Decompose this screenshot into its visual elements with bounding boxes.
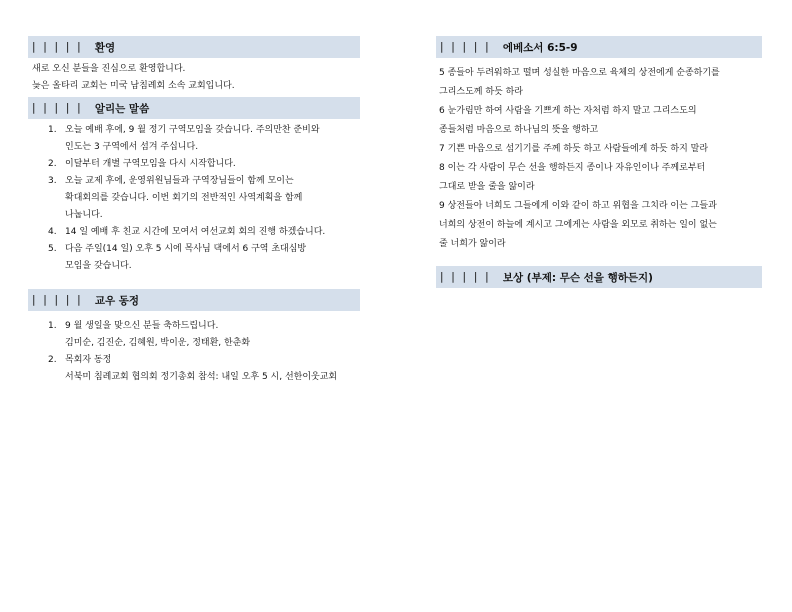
announcements-title: 알리는 말씀 <box>94 102 150 115</box>
list-number: 3. <box>48 176 57 186</box>
scripture-line: 7 기쁜 마음으로 섬기기를 주께 하듯 하고 사람들에게 하듯 하지 말라 <box>439 144 709 154</box>
scripture-line: 9 상전들아 너희도 그들에게 이와 같이 하고 위협을 그치라 이는 그들과 <box>439 201 717 211</box>
list-item-line: 모임을 갖습니다. <box>65 261 132 271</box>
scripture-line: 줄 너희가 앎이라 <box>439 239 506 249</box>
welcome-body <box>28 58 360 95</box>
scripture-line: 그리스도께 하듯 하라 <box>439 87 523 97</box>
list-item-line: 14 일 예배 후 친교 시간에 모여서 여선교회 회의 진행 하겠습니다. <box>65 227 326 237</box>
list-item-line: 확대회의를 갖습니다. 이번 회기의 전반적인 사역계획을 함께 <box>65 193 303 203</box>
list-item-line: 목회자 동정 <box>65 355 112 365</box>
members-title: 교우 동정 <box>94 294 140 307</box>
scripture-title: 에베소서 6:5-9 <box>502 41 578 54</box>
list-item-line: 이달부터 개별 구역모임을 다시 시작합니다. <box>65 159 236 169</box>
list-number: 1. <box>48 321 57 331</box>
welcome-header <box>28 36 360 58</box>
list-item-line: 오늘 교제 후에, 운영위원님들과 구역장님들이 함께 모이는 <box>65 176 294 186</box>
announcements-header <box>28 97 360 119</box>
list-item <box>28 173 360 224</box>
welcome-title: 환영 <box>94 41 116 54</box>
members-list <box>28 311 360 386</box>
header-bars-decoration: | | | | | <box>32 102 83 114</box>
list-number: 4. <box>48 227 57 237</box>
sermon-title: 보상 (부제: 무슨 선을 행하든지) <box>502 271 653 284</box>
welcome-line: 늦은 올타리 교회는 미국 남침례회 소속 교회입니다. <box>32 81 235 91</box>
list-item-line: 인도는 3 구역에서 섬겨 주십니다. <box>65 142 199 152</box>
scripture-line: 8 이는 각 사람이 무슨 선을 행하든지 종이나 자유인이나 주께로부터 <box>439 163 706 173</box>
scripture-header <box>436 36 762 58</box>
header-bars-decoration: | | | | | <box>440 271 491 283</box>
list-number: 2. <box>48 159 57 169</box>
list-item-line: 서북미 침례교회 협의회 정기총회 참석: 내일 오후 5 시, 선한이웃교회 <box>65 372 338 382</box>
scripture-line: 6 눈가림만 하여 사람을 기쁘게 하는 자처럼 하지 말고 그리스도의 <box>439 106 697 116</box>
scripture-line: 그대로 받을 줄을 앎이라 <box>439 182 535 192</box>
list-number: 1. <box>48 125 57 135</box>
list-item <box>28 241 360 275</box>
welcome-line: 새로 오신 분들을 진심으로 환영합니다. <box>32 64 186 74</box>
header-bars-decoration: | | | | | <box>32 294 83 306</box>
list-item <box>28 122 360 156</box>
header-bars-decoration: | | | | | <box>32 41 83 53</box>
list-item <box>28 318 360 352</box>
right-column <box>436 36 762 288</box>
list-number: 5. <box>48 244 57 254</box>
list-item-line: 김미순, 김진순, 김혜원, 박이운, 정태환, 한춘화 <box>65 338 251 348</box>
scripture-body <box>436 58 762 254</box>
members-header <box>28 289 360 311</box>
sermon-header <box>436 266 762 288</box>
list-item-line: 오늘 예배 후에, 9 월 정기 구역모임을 갖습니다. 주의만찬 준비와 <box>65 125 320 135</box>
left-column <box>28 36 360 386</box>
list-item-line: 다음 주일(14 일) 오후 5 시에 목사님 댁에서 6 구역 초대심방 <box>65 244 307 254</box>
list-number: 2. <box>48 355 57 365</box>
list-item <box>28 352 360 386</box>
list-item <box>28 224 360 241</box>
header-bars-decoration: | | | | | <box>440 41 491 53</box>
list-item-line: 9 월 생일을 맞으신 분들 축하드립니다. <box>65 321 219 331</box>
scripture-line: 종들처럼 마음으로 하나님의 뜻을 행하고 <box>439 125 599 135</box>
scripture-line: 너희의 상전이 하늘에 계시고 그에게는 사람을 외모로 취하는 일이 없는 <box>439 220 717 230</box>
announcements-list <box>28 119 360 275</box>
list-item <box>28 156 360 173</box>
scripture-line: 5 종들아 두려워하고 떨며 성실한 마음으로 육체의 상전에게 순종하기를 <box>439 68 720 78</box>
list-item-line: 나눕니다. <box>65 210 103 220</box>
